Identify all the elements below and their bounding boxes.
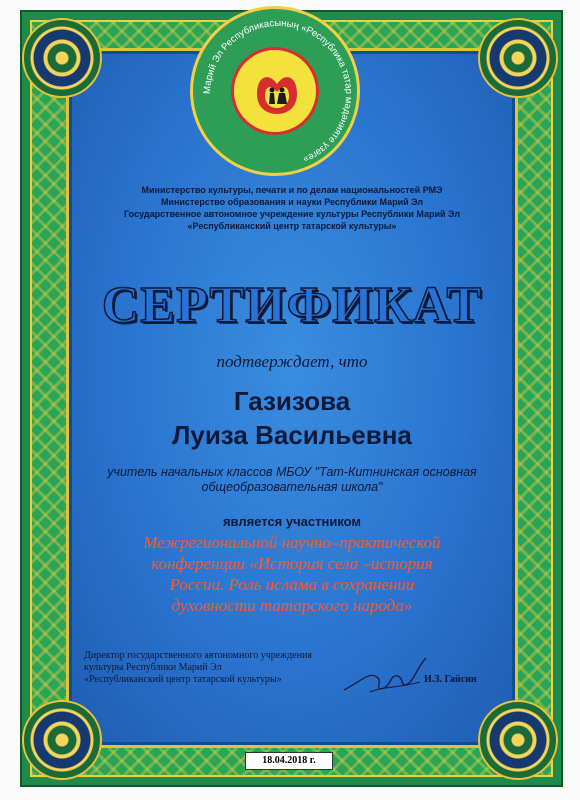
corner-ornament-icon (478, 18, 558, 98)
corner-ornament-icon (478, 700, 558, 780)
confirms-text: подтверждает, что (216, 352, 368, 371)
emblem-seal (190, 6, 360, 176)
recipient-position (100, 465, 484, 495)
tulip-dancers-icon (251, 64, 303, 116)
recipient-given-names: Луиза Васильевна (172, 420, 412, 450)
conference-title (84, 532, 500, 616)
corner-ornament-icon (22, 700, 102, 780)
certificate-title: СЕРТИФИКАТ (101, 277, 483, 334)
position-line: общеобразовательная школа" (201, 480, 383, 494)
conference-line: духовности татарского народа» (171, 596, 413, 615)
director-line: культуры Республики Марий Эл (84, 662, 222, 673)
issue-date: 18.04.2018 г. (245, 752, 333, 770)
issuer-line: Министерство культуры, печати и по делам национальностей РМЭ (141, 185, 443, 195)
conference-line: конференции «История села –история (151, 554, 433, 573)
conference-line: Межрегиональной научно–практической (143, 533, 441, 552)
corner-ornament-icon (22, 18, 102, 98)
recipient-surname: Газизова (233, 386, 351, 416)
emblem-center (231, 47, 319, 135)
conference-line: России. Роль ислама в сохранении (169, 575, 415, 594)
position-line: учитель начальных классов МБОУ "Тат-Китнинская основная (107, 465, 477, 479)
issuer-line: Государственное автономное учреждение культуры Республики Марий Эл (124, 209, 460, 219)
issuer-line: «Республиканский центр татарской культуры» (187, 221, 397, 231)
signature-icon (340, 652, 430, 702)
signer-name: И.З. Гайсин (424, 674, 477, 685)
director-line: «Республиканский центр татарской культуры» (84, 674, 282, 685)
issuer-line: Министерство образования и науки Республики Марий Эл (160, 197, 424, 207)
issuer-header (84, 184, 500, 232)
svg-text:Марий Эл Республикасының «Респ: Марий Эл Республикасының «Республика татар мәдәнияте үзәге» (201, 17, 355, 165)
participant-text: является участником (222, 514, 362, 529)
director-line: Директор государственного автономного учреждения (84, 650, 312, 661)
